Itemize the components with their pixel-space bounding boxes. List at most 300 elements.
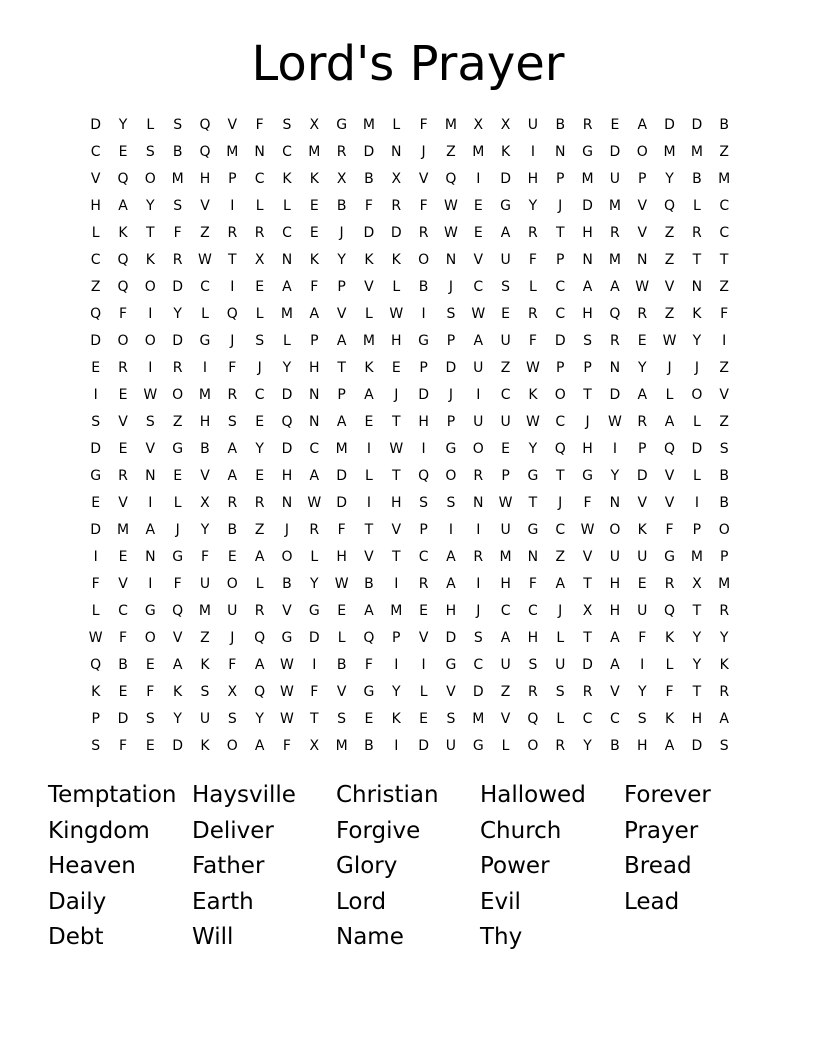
grid-letter[interactable]: Q: [90, 656, 102, 673]
grid-letter[interactable]: H: [309, 359, 320, 376]
grid-letter[interactable]: K: [664, 629, 675, 646]
grid-letter[interactable]: P: [556, 170, 565, 187]
grid-letter[interactable]: M: [198, 386, 212, 403]
grid-letter[interactable]: S: [419, 494, 429, 511]
grid-letter[interactable]: E: [145, 656, 155, 673]
grid-letter[interactable]: U: [445, 737, 457, 754]
grid-letter[interactable]: M: [472, 710, 485, 727]
grid-letter[interactable]: T: [692, 683, 702, 700]
grid-letter[interactable]: Y: [146, 197, 155, 214]
grid-letter[interactable]: L: [283, 197, 291, 214]
grid-letter[interactable]: P: [392, 629, 401, 646]
grid-letter[interactable]: L: [692, 197, 701, 214]
grid-letter[interactable]: N: [582, 251, 593, 268]
grid-letter[interactable]: C: [254, 170, 265, 187]
grid-letter[interactable]: Y: [255, 710, 264, 727]
grid-letter[interactable]: R: [172, 251, 183, 268]
grid-letter[interactable]: R: [692, 224, 702, 241]
grid-letter[interactable]: F: [419, 116, 428, 133]
grid-letter[interactable]: G: [582, 467, 593, 484]
grid-letter[interactable]: C: [555, 305, 566, 322]
grid-letter[interactable]: N: [445, 251, 457, 268]
grid-letter[interactable]: B: [364, 170, 374, 187]
grid-letter[interactable]: Y: [719, 629, 729, 646]
grid-letter[interactable]: T: [364, 521, 374, 538]
grid-letter[interactable]: D: [582, 656, 593, 673]
grid-letter[interactable]: E: [473, 197, 483, 214]
grid-letter[interactable]: Y: [583, 737, 592, 754]
grid-letter[interactable]: A: [610, 629, 620, 646]
grid-letter[interactable]: O: [144, 332, 156, 349]
grid-letter[interactable]: I: [421, 305, 426, 322]
grid-letter[interactable]: Y: [282, 359, 292, 376]
grid-letter[interactable]: V: [664, 278, 675, 295]
grid-letter[interactable]: F: [528, 575, 537, 592]
grid-letter[interactable]: G: [527, 521, 539, 538]
grid-letter[interactable]: I: [148, 575, 153, 592]
grid-letter[interactable]: T: [692, 251, 702, 268]
grid-letter[interactable]: A: [227, 440, 238, 457]
grid-letter[interactable]: K: [173, 683, 183, 700]
grid-letter[interactable]: E: [637, 575, 647, 592]
grid-letter[interactable]: Y: [118, 116, 128, 133]
grid-letter[interactable]: E: [637, 332, 647, 349]
grid-letter[interactable]: I: [476, 575, 481, 592]
grid-letter[interactable]: M: [335, 737, 348, 754]
grid-letter[interactable]: S: [555, 683, 565, 700]
grid-letter[interactable]: F: [364, 197, 373, 214]
grid-letter[interactable]: S: [145, 710, 155, 727]
grid-letter[interactable]: D: [363, 224, 375, 241]
grid-letter[interactable]: E: [391, 359, 401, 376]
grid-letter[interactable]: N: [281, 494, 293, 511]
grid-letter[interactable]: W: [389, 305, 404, 322]
grid-letter[interactable]: R: [336, 143, 347, 160]
grid-letter[interactable]: A: [473, 332, 484, 349]
grid-letter[interactable]: K: [118, 224, 128, 241]
grid-letter[interactable]: D: [445, 629, 457, 646]
grid-letter[interactable]: A: [336, 332, 347, 349]
grid-letter[interactable]: N: [145, 548, 156, 565]
grid-letter[interactable]: H: [582, 440, 593, 457]
grid-letter[interactable]: X: [200, 494, 210, 511]
grid-letter[interactable]: C: [90, 143, 101, 160]
grid-letter[interactable]: E: [337, 602, 347, 619]
grid-letter[interactable]: J: [421, 143, 426, 160]
grid-letter[interactable]: L: [365, 467, 373, 484]
grid-letter[interactable]: K: [309, 251, 319, 268]
grid-letter[interactable]: F: [364, 656, 373, 673]
grid-letter[interactable]: O: [117, 332, 129, 349]
grid-letter[interactable]: O: [609, 521, 621, 538]
grid-letter[interactable]: E: [255, 467, 265, 484]
grid-letter[interactable]: Q: [664, 440, 676, 457]
grid-letter[interactable]: F: [419, 197, 428, 214]
grid-letter[interactable]: F: [91, 575, 100, 592]
grid-letter[interactable]: C: [528, 602, 538, 619]
grid-letter[interactable]: C: [555, 278, 566, 295]
grid-letter[interactable]: L: [529, 278, 537, 295]
grid-letter[interactable]: T: [228, 251, 237, 268]
grid-letter[interactable]: V: [282, 602, 292, 619]
grid-letter[interactable]: Y: [665, 170, 674, 187]
grid-letter[interactable]: B: [719, 494, 730, 511]
grid-letter[interactable]: M: [472, 143, 485, 160]
grid-letter[interactable]: X: [309, 116, 320, 133]
grid-letter[interactable]: Z: [664, 251, 675, 268]
grid-letter[interactable]: C: [309, 440, 320, 457]
grid-letter[interactable]: T: [146, 224, 155, 241]
grid-letter[interactable]: O: [172, 386, 184, 403]
grid-letter[interactable]: A: [500, 224, 511, 241]
grid-letter[interactable]: E: [473, 224, 483, 241]
grid-letter[interactable]: F: [118, 305, 128, 322]
grid-letter[interactable]: H: [199, 413, 211, 430]
grid-letter[interactable]: V: [637, 197, 648, 214]
grid-letter[interactable]: E: [364, 710, 374, 727]
grid-letter[interactable]: F: [638, 629, 647, 646]
grid-letter[interactable]: F: [665, 521, 674, 538]
grid-letter[interactable]: L: [419, 683, 428, 700]
grid-letter[interactable]: M: [362, 116, 375, 133]
grid-letter[interactable]: P: [446, 332, 456, 349]
grid-letter[interactable]: Y: [637, 683, 647, 700]
grid-letter[interactable]: E: [227, 548, 237, 565]
grid-letter[interactable]: T: [583, 629, 592, 646]
grid-letter[interactable]: R: [719, 602, 730, 619]
grid-letter[interactable]: D: [172, 737, 184, 754]
grid-letter[interactable]: A: [582, 278, 593, 295]
grid-letter[interactable]: N: [527, 548, 539, 565]
grid-letter[interactable]: J: [175, 521, 180, 538]
grid-letter[interactable]: H: [527, 170, 539, 187]
grid-letter[interactable]: Z: [200, 224, 210, 241]
grid-letter[interactable]: N: [473, 494, 484, 511]
grid-letter[interactable]: Y: [337, 251, 346, 268]
grid-letter[interactable]: J: [694, 359, 699, 376]
grid-letter[interactable]: L: [91, 602, 100, 619]
grid-letter[interactable]: D: [609, 386, 621, 403]
grid-letter[interactable]: L: [255, 197, 264, 214]
grid-letter[interactable]: D: [390, 224, 402, 241]
grid-letter[interactable]: Z: [172, 413, 183, 430]
grid-letter[interactable]: I: [476, 386, 481, 403]
grid-letter[interactable]: L: [365, 305, 373, 322]
grid-letter[interactable]: Q: [117, 251, 129, 268]
grid-letter[interactable]: S: [145, 413, 155, 430]
grid-letter[interactable]: M: [198, 602, 212, 619]
grid-letter[interactable]: K: [145, 251, 155, 268]
grid-letter[interactable]: K: [200, 656, 210, 673]
grid-letter[interactable]: N: [281, 251, 293, 268]
grid-letter[interactable]: W: [280, 656, 294, 673]
grid-letter[interactable]: V: [336, 683, 347, 700]
grid-letter[interactable]: I: [421, 656, 426, 673]
grid-letter[interactable]: Q: [527, 710, 539, 727]
grid-letter[interactable]: K: [664, 710, 675, 727]
grid-letter[interactable]: U: [500, 521, 511, 538]
grid-letter[interactable]: E: [118, 143, 128, 160]
grid-letter[interactable]: B: [555, 116, 566, 133]
grid-letter[interactable]: H: [636, 737, 648, 754]
grid-letter[interactable]: X: [473, 116, 484, 133]
grid-letter[interactable]: O: [144, 629, 156, 646]
grid-letter[interactable]: D: [609, 143, 621, 160]
grid-letter[interactable]: L: [146, 116, 155, 133]
grid-letter[interactable]: P: [337, 278, 346, 295]
grid-letter[interactable]: K: [364, 251, 374, 268]
grid-letter[interactable]: S: [145, 143, 155, 160]
grid-letter[interactable]: X: [254, 251, 265, 268]
letter-grid[interactable]: [82, 111, 738, 759]
grid-letter[interactable]: E: [145, 737, 155, 754]
grid-letter[interactable]: B: [719, 467, 730, 484]
grid-letter[interactable]: D: [308, 629, 320, 646]
grid-letter[interactable]: V: [200, 197, 210, 214]
grid-letter[interactable]: I: [202, 359, 208, 376]
grid-letter[interactable]: V: [418, 629, 429, 646]
grid-letter[interactable]: E: [501, 305, 511, 322]
grid-letter[interactable]: I: [93, 548, 98, 565]
grid-letter[interactable]: A: [610, 278, 620, 295]
grid-letter[interactable]: I: [366, 494, 372, 511]
grid-letter[interactable]: Y: [637, 359, 647, 376]
grid-letter[interactable]: Q: [199, 143, 211, 160]
grid-letter[interactable]: B: [364, 737, 374, 754]
grid-letter[interactable]: M: [718, 575, 731, 592]
grid-letter[interactable]: G: [281, 629, 293, 646]
grid-letter[interactable]: M: [390, 602, 403, 619]
grid-letter[interactable]: V: [364, 548, 374, 565]
grid-letter[interactable]: P: [556, 251, 565, 268]
grid-letter[interactable]: A: [172, 656, 183, 673]
grid-letter[interactable]: B: [719, 116, 730, 133]
grid-letter[interactable]: A: [364, 386, 374, 403]
grid-letter[interactable]: W: [444, 224, 458, 241]
grid-letter[interactable]: R: [118, 467, 128, 484]
grid-letter[interactable]: D: [281, 386, 293, 403]
grid-letter[interactable]: C: [582, 710, 593, 727]
grid-letter[interactable]: W: [635, 278, 650, 295]
grid-letter[interactable]: O: [472, 440, 484, 457]
grid-letter[interactable]: C: [254, 386, 265, 403]
grid-letter[interactable]: L: [692, 413, 701, 430]
grid-letter[interactable]: L: [665, 386, 674, 403]
grid-letter[interactable]: R: [473, 467, 484, 484]
grid-letter[interactable]: A: [254, 656, 265, 673]
grid-letter[interactable]: I: [694, 494, 699, 511]
grid-letter[interactable]: O: [691, 386, 703, 403]
grid-letter[interactable]: W: [444, 197, 458, 214]
grid-letter[interactable]: V: [90, 170, 101, 187]
grid-letter[interactable]: F: [310, 683, 319, 700]
grid-letter[interactable]: Z: [90, 278, 101, 295]
grid-letter[interactable]: R: [418, 224, 429, 241]
grid-letter[interactable]: I: [148, 494, 153, 511]
grid-letter[interactable]: B: [364, 575, 374, 592]
grid-letter[interactable]: T: [583, 575, 592, 592]
grid-letter[interactable]: Y: [528, 440, 538, 457]
grid-letter[interactable]: Q: [172, 602, 184, 619]
grid-letter[interactable]: A: [664, 737, 675, 754]
grid-letter[interactable]: B: [200, 440, 210, 457]
grid-letter[interactable]: R: [227, 494, 238, 511]
grid-letter[interactable]: I: [148, 305, 153, 322]
grid-letter[interactable]: C: [118, 602, 128, 619]
grid-letter[interactable]: X: [582, 602, 593, 619]
grid-letter[interactable]: Y: [692, 656, 702, 673]
grid-letter[interactable]: L: [337, 629, 346, 646]
grid-letter[interactable]: V: [582, 548, 593, 565]
grid-letter[interactable]: W: [198, 251, 212, 268]
grid-letter[interactable]: K: [637, 521, 647, 538]
grid-letter[interactable]: R: [254, 602, 265, 619]
grid-letter[interactable]: E: [610, 116, 620, 133]
grid-letter[interactable]: A: [254, 737, 265, 754]
grid-letter[interactable]: V: [391, 521, 402, 538]
grid-letter[interactable]: O: [281, 548, 293, 565]
grid-letter[interactable]: L: [501, 737, 510, 754]
grid-letter[interactable]: G: [445, 656, 457, 673]
grid-letter[interactable]: I: [230, 197, 235, 214]
grid-letter[interactable]: X: [391, 170, 402, 187]
grid-letter[interactable]: D: [90, 116, 102, 133]
grid-letter[interactable]: U: [473, 359, 484, 376]
grid-letter[interactable]: D: [691, 737, 703, 754]
grid-letter[interactable]: R: [418, 575, 429, 592]
grid-letter[interactable]: G: [144, 602, 156, 619]
grid-letter[interactable]: V: [664, 494, 675, 511]
grid-letter[interactable]: A: [446, 575, 456, 592]
grid-letter[interactable]: W: [580, 521, 595, 538]
grid-letter[interactable]: V: [172, 629, 183, 646]
grid-letter[interactable]: D: [172, 278, 184, 295]
grid-letter[interactable]: F: [310, 278, 319, 295]
grid-letter[interactable]: R: [528, 224, 538, 241]
grid-letter[interactable]: D: [691, 440, 703, 457]
grid-letter[interactable]: M: [226, 143, 239, 160]
grid-letter[interactable]: I: [366, 440, 372, 457]
grid-letter[interactable]: F: [720, 305, 729, 322]
grid-letter[interactable]: A: [719, 710, 729, 727]
grid-letter[interactable]: V: [336, 305, 347, 322]
grid-letter[interactable]: L: [310, 548, 319, 565]
grid-letter[interactable]: G: [308, 602, 320, 619]
grid-letter[interactable]: F: [228, 359, 237, 376]
grid-letter[interactable]: J: [448, 386, 453, 403]
grid-letter[interactable]: P: [501, 467, 510, 484]
grid-letter[interactable]: P: [446, 413, 456, 430]
grid-letter[interactable]: J: [667, 359, 672, 376]
grid-letter[interactable]: V: [364, 278, 374, 295]
grid-letter[interactable]: I: [394, 737, 399, 754]
grid-letter[interactable]: J: [585, 413, 590, 430]
grid-letter[interactable]: Q: [254, 629, 266, 646]
grid-letter[interactable]: Y: [173, 710, 182, 727]
grid-letter[interactable]: L: [665, 656, 674, 673]
grid-letter[interactable]: D: [117, 710, 129, 727]
grid-letter[interactable]: U: [555, 656, 566, 673]
grid-letter[interactable]: F: [528, 251, 537, 268]
grid-letter[interactable]: S: [337, 710, 347, 727]
grid-letter[interactable]: I: [476, 521, 481, 538]
grid-letter[interactable]: S: [446, 305, 456, 322]
grid-letter[interactable]: Q: [664, 602, 676, 619]
grid-letter[interactable]: D: [445, 359, 457, 376]
grid-letter[interactable]: P: [337, 386, 346, 403]
grid-letter[interactable]: E: [255, 413, 265, 430]
grid-letter[interactable]: D: [336, 467, 347, 484]
grid-letter[interactable]: U: [500, 413, 511, 430]
grid-letter[interactable]: I: [722, 332, 727, 349]
grid-letter[interactable]: V: [637, 494, 648, 511]
grid-letter[interactable]: J: [230, 629, 235, 646]
grid-letter[interactable]: V: [610, 683, 620, 700]
grid-letter[interactable]: Z: [664, 305, 675, 322]
grid-letter[interactable]: L: [255, 305, 264, 322]
grid-letter[interactable]: C: [200, 278, 210, 295]
grid-letter[interactable]: O: [418, 251, 430, 268]
grid-letter[interactable]: Q: [418, 467, 430, 484]
grid-letter[interactable]: Z: [446, 143, 456, 160]
grid-letter[interactable]: A: [336, 413, 347, 430]
grid-letter[interactable]: C: [418, 548, 429, 565]
grid-letter[interactable]: U: [199, 710, 211, 727]
grid-letter[interactable]: R: [254, 494, 265, 511]
grid-letter[interactable]: H: [527, 629, 539, 646]
grid-letter[interactable]: F: [255, 116, 264, 133]
grid-letter[interactable]: D: [636, 467, 648, 484]
grid-letter[interactable]: U: [609, 170, 621, 187]
grid-letter[interactable]: Q: [281, 413, 293, 430]
grid-letter[interactable]: U: [500, 656, 511, 673]
grid-letter[interactable]: Y: [255, 440, 264, 457]
grid-letter[interactable]: S: [91, 737, 101, 754]
grid-letter[interactable]: D: [500, 170, 511, 187]
grid-letter[interactable]: A: [446, 548, 456, 565]
grid-letter[interactable]: Q: [554, 440, 566, 457]
grid-letter[interactable]: M: [362, 332, 375, 349]
grid-letter[interactable]: H: [418, 413, 429, 430]
grid-letter[interactable]: U: [609, 548, 621, 565]
grid-letter[interactable]: U: [199, 575, 211, 592]
grid-letter[interactable]: B: [282, 575, 292, 592]
grid-letter[interactable]: V: [719, 386, 729, 403]
grid-letter[interactable]: N: [391, 143, 402, 160]
grid-letter[interactable]: T: [310, 710, 319, 727]
grid-letter[interactable]: B: [227, 521, 238, 538]
grid-letter[interactable]: D: [90, 332, 102, 349]
grid-letter[interactable]: E: [118, 386, 128, 403]
grid-letter[interactable]: R: [391, 197, 402, 214]
grid-letter[interactable]: D: [363, 143, 375, 160]
grid-letter[interactable]: A: [637, 386, 648, 403]
grid-letter[interactable]: K: [391, 251, 401, 268]
grid-letter[interactable]: W: [307, 494, 322, 511]
grid-letter[interactable]: I: [394, 575, 399, 592]
grid-letter[interactable]: Q: [117, 278, 129, 295]
grid-letter[interactable]: S: [446, 494, 456, 511]
grid-letter[interactable]: T: [692, 602, 702, 619]
grid-letter[interactable]: C: [555, 413, 566, 430]
grid-letter[interactable]: Y: [200, 521, 210, 538]
grid-letter[interactable]: U: [527, 116, 539, 133]
grid-letter[interactable]: W: [280, 683, 294, 700]
grid-letter[interactable]: W: [334, 575, 349, 592]
grid-letter[interactable]: V: [118, 413, 128, 430]
grid-letter[interactable]: E: [118, 548, 128, 565]
grid-letter[interactable]: N: [609, 494, 621, 511]
